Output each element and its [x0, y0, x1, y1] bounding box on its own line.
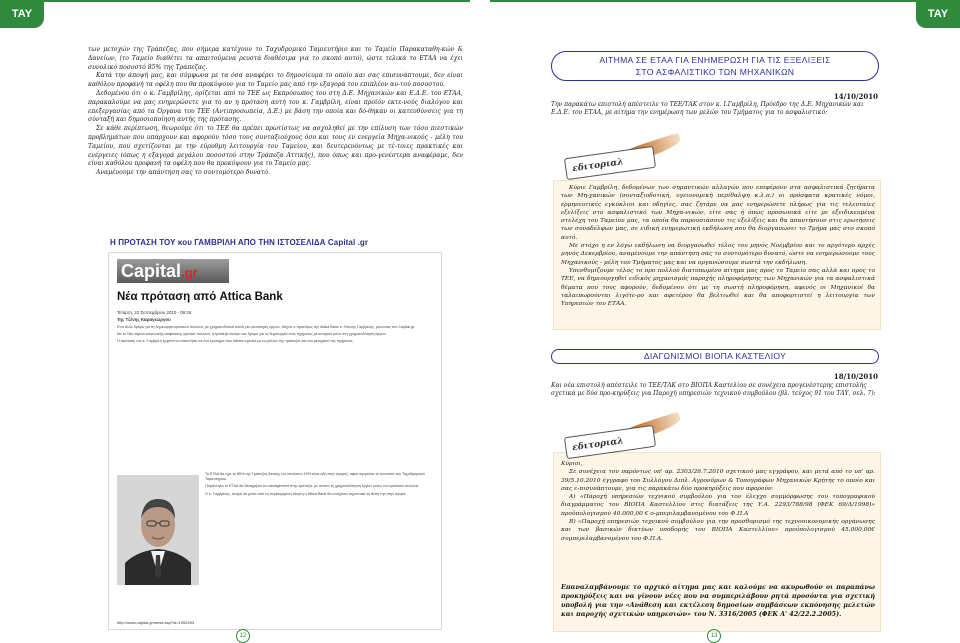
article2-date: 18/10/2010: [833, 372, 878, 381]
clipping-side-text: [205, 472, 433, 499]
left-paragraph: Αναμένουμε την απάντηση σας το συντομότερο δυνατό.: [96, 169, 270, 177]
capital-logo: [117, 259, 229, 283]
clipping-url: http://www.capital.gr/news.asp?id=1052493: [117, 620, 195, 625]
article2-closing: Επαναλαμβάνουμε το αρχικό αίτημα μας και καλούμε να ακυρωθούν οι παραπάνω προκηρύξεις και να γίνουν νέες που να συμπεριλάβουν ρητά προσόντα για σχετική υποβολή για την «Ανάθεση και εκτέλεση δημοσίων συμβάσεων εκπόνησης μελετών και παροχής σχετικών υπηρεσιών» του Ν. 3316/2005 (ΦΕΚ Α' 42/22.2.2005).: [561, 583, 875, 618]
letter-paragraph: Α) «Παροχή υπηρεσιών τεχνικού συμβούλου για τον έλεγχο συμμόρφωσης του τοπογραφικού διαγράμματος του ΒΙΟΠΑ Καστελλίου στις διατάξεις της Υ.Α. 2293/788/98 (ΦΕΚ 69/Δ/1998)» προϋπολογισμού 40.000,00 € ο-μπεριλαμβανομένου του Φ.Π.Α: [561, 494, 875, 517]
clipping-date: Τετάρτη, 22 Σεπτεμβρίου 2010 - 09:26: [117, 310, 192, 315]
letter-paragraph: Β) «Παροχή υπηρεσιών τεχνικού συμβούλου για την προσθορισμό της τεχνοοικονομικής οργάνωσης και των βασικών δικτύων υποδομής του ΒΙΟΠΑ Καστελλίου» προϋπολογισμού 45.000,00€ συμπεριλαμβανομένου του Φ.Π.Α.: [561, 519, 875, 542]
page-number-left: 12: [236, 629, 250, 643]
article1-title: [551, 51, 879, 81]
editorial-badge: εδιτοριαλ: [564, 425, 656, 459]
editorial-badge: εδιτοριαλ: [564, 146, 656, 180]
article2-intro: Και νέα επιστολή απέστειλε το ΤΕΕ/ΤΑΚ στο ΒΙΟΠΑ Καστελίου σε συνέχεια προγενέστερης επιστολής σχετικά με δύο προ-κηρύξεις για Παροχή υπηρεσιών τεχνικού συμβούλου (βλ. τεύχος 91 του ΤΑΥ, σελ. 7):: [551, 382, 876, 398]
article1-title-line2: ΣΤΟ ΑΣΦΑΛΙΣΤΙΚΟ ΤΩΝ ΜΗΧΑΝΙΚΩΝ: [635, 67, 795, 77]
article1-date: 14/10/2010: [833, 92, 878, 101]
clipping-paragraph: Το ΕΤΑΑ θα έχει το 85% της Τράπεζας Αττικής (το υπόλοιπο 15% είναι ήδη στην αγορά), αφού αγοράσει το ποσοστό του Ταχυδρομικού Ταμιευτηρίου.: [205, 472, 425, 482]
left-paragraph: των μετοχών της Τράπεζας, που σήμερα κατέχουν το Ταχυδρομικό Ταμιευτήριο και το Ταμείο Παρακαταθη-κών & Δανείων, (το Ταμείο διαθέτει τα απαιτούμενα ρευστά διαθέσιμα για το σκοπό αυτό), ώστε τελικά το ΕΤΑΑ να έχει συνολικό ποσοστό 85% της Τράπεζας.: [88, 46, 463, 71]
left-page-text: [88, 46, 463, 178]
clipping-paragraph: Η πρόταση του κ. Γαμβρίλη έρχεται να απαντήσει σε ένα ερώτημα που τίθεται σχετικά με το μέλλον της τράπεζας και του μετοχικού της σχήματος.: [117, 339, 354, 344]
left-paragraph: Σε κάθε περίπτωση, θεωρούμε ότι το ΤΕΕ θα πρέπει πρωτίστως να ασχοληθεί με την επίλυση των τόσο πιεστικών προβλημάτων που υπάρχουν και αφορούν τόσο τους συνταξιούχους όσο και τους εν ενεργεία Μηχα-νικούς - μέλη του Ταμείου, που σχετίζονται με την εύρυθμη λειτουργία του Ταμείου, και δευτερευόντως με τέ-τοιες πρακτικές και ενέργειες (όπως η εξαγορά μεγάλου ποσοστού στην Τράπεζα Αττικής), που όπως και προ-γενέστερα αναφέραμε, δεν είναι καθόλου προφανή τα οφέλη που θα προκύψουν για το Ταμείο μας.: [88, 125, 463, 168]
portrait-illustration: [117, 475, 199, 585]
clipping-body: [117, 325, 433, 347]
top-rule-left: [0, 0, 470, 2]
top-rule-right: [490, 0, 960, 2]
article2-letter: [561, 460, 875, 543]
article2-title: ΔΙΑΓΩΝΙΣΜΟΙ ΒΙΟΠΑ ΚΑΣΤΕΛΙΟΥ: [551, 349, 879, 364]
clipping-paragraph: Παράλληλα το ΕΤΑΑ θα διατηρήσει το management στην τράπεζα, με σκοπό τη χρηματοδότηση έργων μέσω του κρατικού πυλώνα.: [205, 484, 420, 489]
clipping-paragraph: Ένα άλλο δρόμο για τη δημιουργία κρατικού πυλώνα, με χρηματοδοτικά ποσά για υλοποίηση έργων, δείχνει ο πρόεδρος της Attica Bank κ. Γιάννης Γαμβρίλης, μιλώντας στο Capital.gr.: [117, 325, 416, 329]
capital-proposal-heading: Η ΠΡΟΤΑΣΗ ΤΟΥ κου ΓΑΜΒΡΙΛΗ ΑΠΟ ΤΗΝ ΙΣΤΟΣΕΛΙΔΑ Capital .gr: [110, 238, 369, 247]
logo-main: Capital: [121, 261, 182, 281]
left-paragraph: Κατά την άποψή μας, και σύμφωνα με τα όσα αναφέρει το δημοσίευμα το οποίο και σας επισυνάπτουμε, δεν είναι καθόλου προφανή τα οφέλη που θα προκύψουν για το Ταμείο μας από την εξαγορά του επιπλέον αυ-τού ποσοστού.: [88, 72, 463, 89]
corner-tab-right: ΤΑΥ: [916, 0, 960, 28]
logo-suffix: .gr: [181, 265, 198, 280]
left-paragraph: Δεδομένου ότι ο κ. Γαμβρίλης, ορίζεται από το ΤΕΕ ως Εκπρόσωπος του στη Δ.Ε. Μηχανικών και Ε.Δ.Ε. του ΕΤΑΑ, παρακαλούμε να μας ενημερώσετε για το αν η πρόταση αυτή του κ. Γαμβρίλη, είναι προϊόν εκτε-νούς διαλόγου και επεξεργασίας από τα Όργανα του ΤΕΕ (Αντιπροσωπεία, Δ.Ε.) με βάση την οποία και δό-θηκαν οι κατευθύνσεις για τη σύνταξή και δημοσιοποίηση αυτής της πρότασης.: [88, 89, 463, 124]
article1-intro: Την παρακάτω επιστολή απέστειλε το ΤΕΕ/ΤΑΚ στον κ. Ι.Γαμβρίλη, Πρόεδρο της Δ.Ε. Μηχανικών και Ε.Δ.Ε. του ΕΤΑΑ, με αίτημα την ενημέρωση των μελών του Τμήματος για το ασφαλιστικό:: [551, 101, 864, 117]
letter-paragraph: Με στόχο η εν λόγω εκδήλωση να διοργανωθεί τέλος του μηνός Νοεμβρίου και το αργότερο αρχές μηνός Δεκεμβρίου, αναμένουμε την απάντηση σας το συντομότερο δυνατό, ώστε να ενημερώσουμε τους Μηχανικούς - μέλη του Τμήματος μας και να οργανώσουμε σωστά την εκδήλωση.: [561, 243, 875, 266]
letter-paragraph: Σε συνέχεια του παρόντως υπ' αρ. 2303/26.7.2010 σχετικού μας εγγράφου, και μετά από το υπ' αρ. 39/5.10.2010 έγγραφο του Συλλόγου Διπλ. Αγρονόμων & Τοπογράφων Μηχανικών Κρήτης το οποίο και σας ε-πισυνάπτουμε, για τις παρακάτω δύο προκηρύξεις που αφορούν:: [561, 469, 875, 492]
article1-title-line1: ΑΙΤΗΜΑ ΣΕ ΕΤΑΑ ΓΙΑ ΕΝΗΜΕΡΩΣΗ ΓΙΑ ΤΙΣ ΕΞΕΛΙΞΕΙΣ: [599, 55, 831, 65]
clipping-title: Νέα πρόταση από Attica Bank: [117, 291, 283, 303]
letter-paragraph: Κύριοι,: [561, 461, 583, 467]
clipping-paragraph: Με το Νέο ταμείο κοινωνικής ασφάλισης κρατικό πυλώνα, η τράπεζα ανοίγει τον δρόμο για τη δημιουργία ενός σχήματος με κεντρικό ρόλο στη χρηματοδότηση έργων.: [117, 332, 387, 337]
article1-letter: [561, 184, 875, 308]
clipping-paragraph: Ο κ. Γαμβρίλης, εκτιμά ότι μέσα από τη συγκεκριμένη κίνηση η Attica Bank θα ενισχύσει σημαντικά τη θέση της στην αγορά.: [205, 491, 407, 496]
page-number-right: 13: [707, 629, 721, 643]
letter-paragraph: Υπενθυμίζουμε τέλος το προ πολλού διατυπωμένο αίτημα μας προς το Ταμείο σας αλλά και προς το ΤΕΕ, να δημιουργηθεί ειδικός μηχανισμός παροχής πληροφόρησης των Μηχανικών για τα ασφαλιστικά θέματα που τους αφορούν, δεδομένου ότι με τη σωστή πληροφόρηση, αφενός οι Μηχανικοί θα ταλαιπωρούνται λιγότε-ρο και αφετέρου θα βελτιωθεί και θα αποφορτιστεί η λειτουργία των Υπηρεσιών του ΕΤΑΑ.: [561, 267, 875, 308]
capital-clipping: [108, 252, 442, 630]
letter-paragraph: Κύριε Γαμβρίλη, δεδομένων των σημαντικών αλλαγών που επιφέρουν στα ασφαλιστικά ζητήματα των Μη-χανικών (συνταξιοδοτική, υγειονομική περίθαλψη κ.λ.π.) οι πρόσφατα κρατικές νόμοι, ερμηνευτικές εγκύκλιοι και οδηγίες, σας ζητάμε να μας ενημερώσετε πλήρως για τις τελευταίες εξελίξεις στο ασφαλιστικό των Μηχα-νικών, είτε σας ή όπως προσωπικά είτε με εξειδικευμένα στελέχη του Ταμείου μας, τα οποία θα παρουσιάσουν τις εξελίξεις και θα απαντήσουν στις ερωτήσεις των συναδέλφων μας, σε ειδική ενημερωτική εκδήλωση που θα διοργανώσει το Τμήμα μας στο σκοπό αυτό.: [561, 185, 875, 241]
portrait-photo: [117, 475, 199, 585]
corner-tab-left: ΤΑΥ: [0, 0, 44, 28]
clipping-author: Της Τζένης Καραγεώργου: [117, 317, 171, 322]
